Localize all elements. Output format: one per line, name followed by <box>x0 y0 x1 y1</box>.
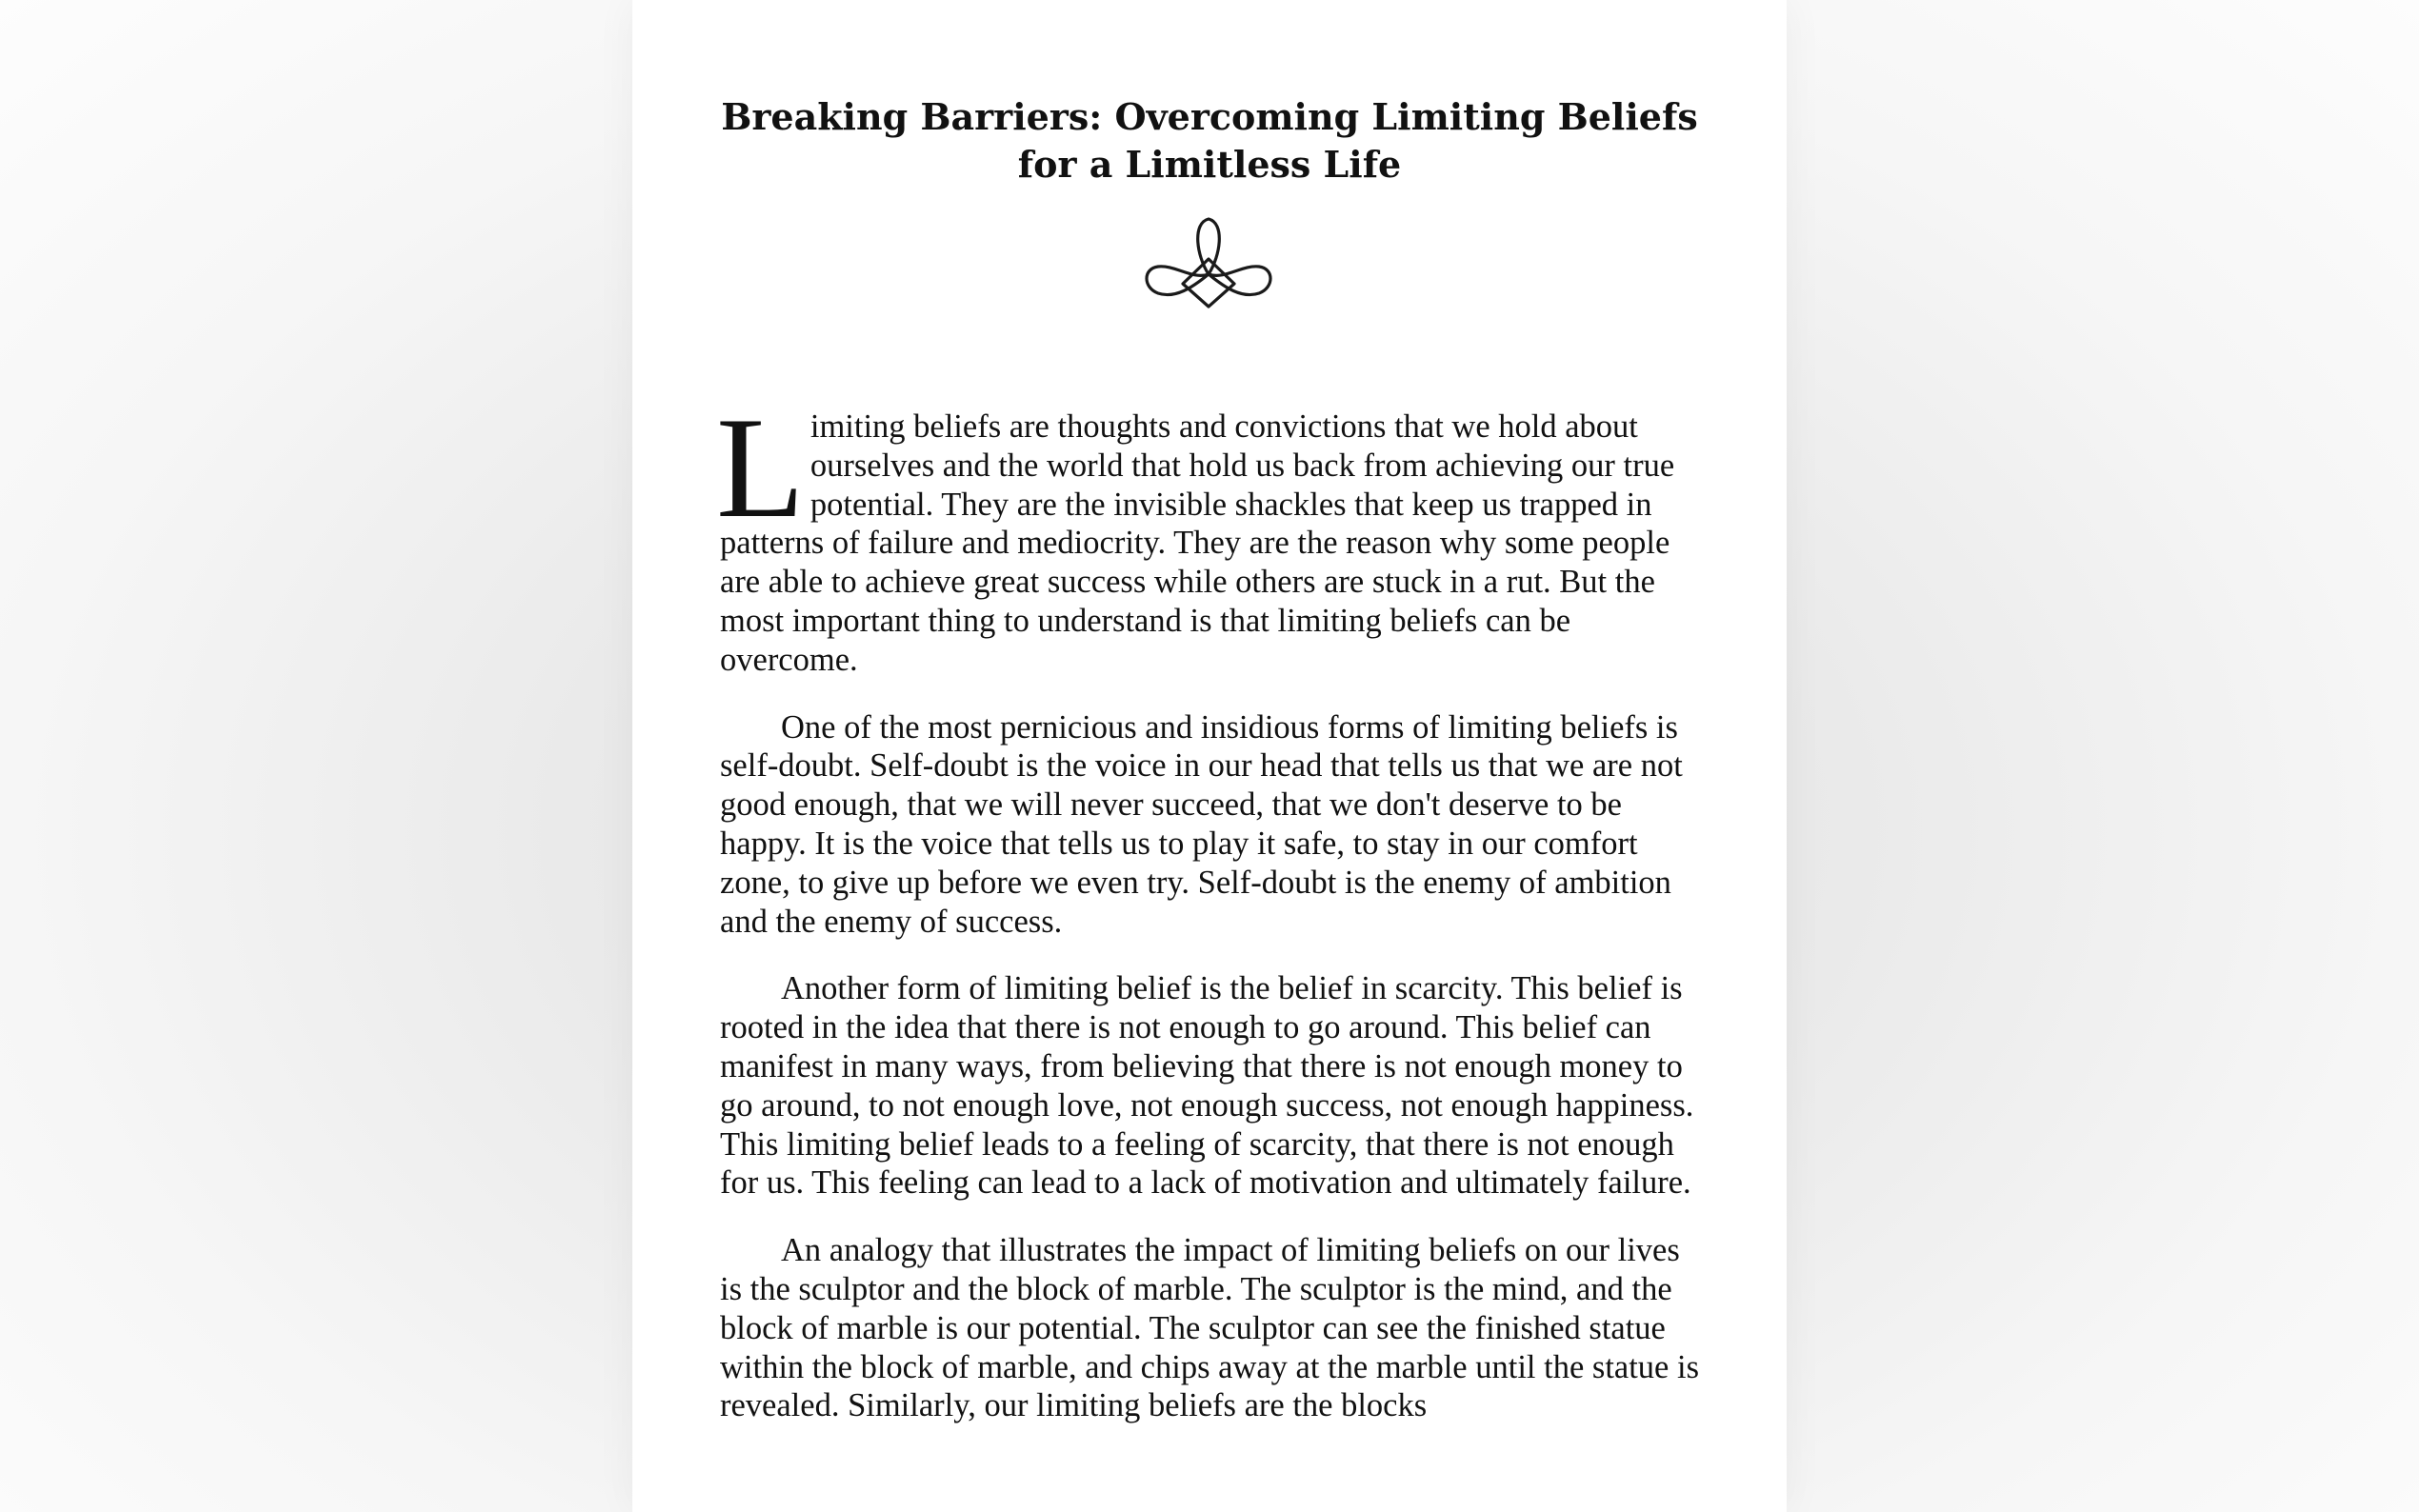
paragraph-2: One of the most pernicious and insidious forms of limiting beliefs is self-doubt. Self-doubt is the voice in our head that tells us that we are not good enough, that we will never succeed, that we don't deserve to be happy. It is the voice that tells us to play it safe, to stay in our comfort zone, to give up before we even try. Self-doubt is the enemy of ambition and the enemy of success. <box>720 708 1683 940</box>
paragraph-1 <box>716 388 1701 680</box>
flourish-divider-icon <box>1137 213 1280 312</box>
article-body <box>716 388 1701 1454</box>
paragraph-4: An analogy that illustrates the impact of limiting beliefs on our lives is the sculptor and the block of marble. The sculptor is the mind, and the block of marble is our potential. The sculptor can see the finished statue within the block of marble, and chips away at the marble until the statue is revealed. Similarly, our limiting beliefs are the blocks <box>720 1232 1700 1424</box>
document-page <box>632 0 1787 1512</box>
paragraph-1-text: imiting beliefs are thoughts and convictions that we hold about ourselves and the world that hold us back from achieving our true potential. They are the invisible shackles that keep us trapped in patterns of failure and mediocrity. They are the reason why some people are able to achieve great success while others are stuck in a rut. But the most important thing to understand is that limiting beliefs can be overcome. <box>720 408 1675 678</box>
chapter-title: Breaking Barriers: Overcoming Limiting Beliefs for a Limitless Life <box>721 95 1698 186</box>
drop-cap: L <box>716 388 805 547</box>
paragraph-3: Another form of limiting belief is the belief in scarcity. This belief is rooted in the idea that there is not enough to go around. This belief can manifest in many ways, from believing that there is not enough money to go around, to not enough love, not enough success, not enough happiness. This limiting belief leads to a feeling of scarcity, that there is not enough for us. This feeling can lead to a lack of motivation and ultimately failure. <box>720 970 1694 1202</box>
